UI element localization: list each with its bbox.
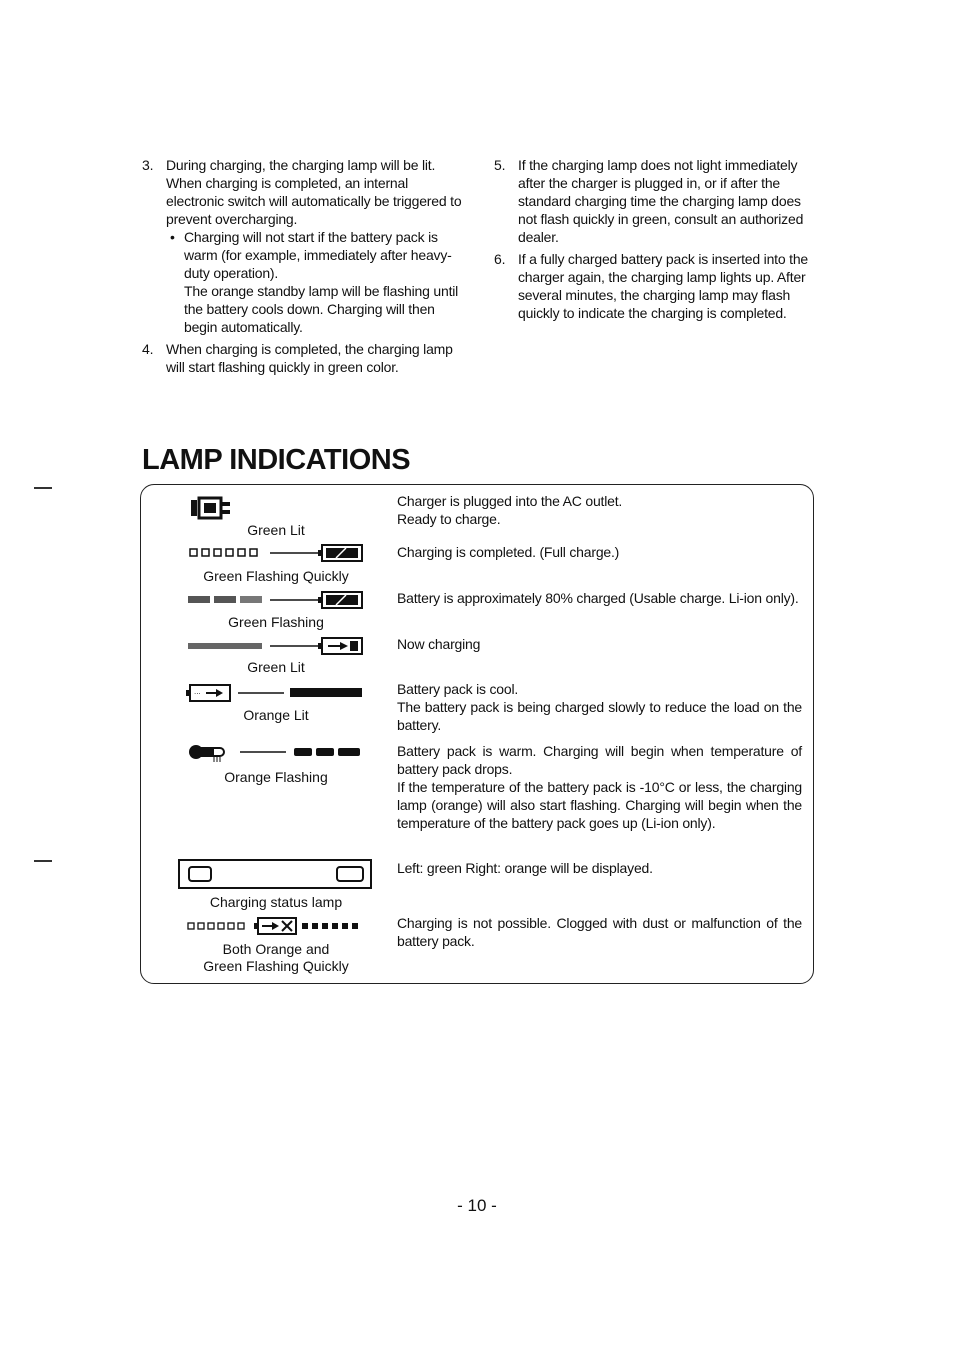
- orange-lit-indicator: [186, 682, 366, 704]
- instructions-right-column: [494, 156, 816, 326]
- item-paragraph: During charging, the charging lamp will be lit.: [166, 157, 436, 173]
- lamp-label: Green Flashing: [228, 614, 324, 630]
- section-title: LAMP INDICATIONS: [142, 444, 411, 476]
- lamp-label: Green Lit: [247, 522, 305, 538]
- lamp-description: Charging is completed. (Full charge.): [397, 544, 620, 560]
- instructions-left-column: [142, 156, 464, 380]
- lamp-description: Battery pack is warm. Charging will begin when temperature of battery pack drops. If the temperature of the battery pack is -10°C or less, the charging lamp (orange) will also start flashing. Charging will begin when the temperature of the battery pack goes up (Li-ion only).: [397, 743, 802, 831]
- lamp-label: Orange Lit: [243, 707, 309, 723]
- lamp-description: Left: green Right: orange will be displayed.: [397, 860, 653, 876]
- status-lamp-panel-icon: [177, 858, 373, 890]
- flash-indicator: [188, 590, 368, 610]
- item-number: 3.: [142, 157, 154, 173]
- margin-mark: [34, 487, 52, 489]
- thermometer-icon: [188, 741, 368, 765]
- bullet-text: Charging will not start if the battery pack is warm (for example, immediately after heavy-duty operation).: [184, 229, 452, 281]
- instruction-item-5: [494, 156, 816, 246]
- lamp-description: Charging is not possible. Clogged with dust or malfunction of the battery pack.: [397, 915, 802, 949]
- item-paragraph: If the charging lamp does not light immediately after the charger is plugged in, or if after the standard charging time the charging lamp does not flash quickly in green, consult an authorized dealer.: [518, 157, 804, 245]
- item-paragraph: When charging is completed, the charging lamp will start flashing quickly in green color.: [166, 341, 453, 375]
- lamp-description: Battery pack is cool. The battery pack is being charged slowly to reduce the load on the battery.: [397, 681, 802, 733]
- bullet-note: [166, 228, 464, 336]
- item-number: 4.: [142, 341, 154, 357]
- page-number: - 10 -: [457, 1196, 497, 1215]
- lamp-label: Green Lit: [247, 659, 305, 675]
- item-paragraph: If a fully charged battery pack is inserted into the charger again, the charging lamp lights up. After several minutes, the charging lamp may flash quickly to indicate the charging is completed.: [518, 251, 808, 321]
- bullet-mark: •: [170, 229, 175, 245]
- lamp-label: Both Orange and Green Flashing Quickly: [203, 941, 349, 974]
- item-number: 5.: [494, 157, 506, 173]
- item-number: 6.: [494, 251, 506, 267]
- margin-mark: [34, 860, 52, 862]
- instruction-item-3: [142, 156, 464, 336]
- instruction-item-4: [142, 340, 464, 376]
- lamp-label: Green Flashing Quickly: [203, 568, 349, 584]
- lamp-description: Battery is approximately 80% charged (Usable charge. Li-ion only).: [397, 590, 799, 606]
- lamp-description: Charger is plugged into the AC outlet. Ready to charge.: [397, 493, 623, 527]
- charging-lit-indicator: [188, 636, 368, 656]
- bullet-text-continued: The orange standby lamp will be flashing until the battery cools down. Charging will then begin automatically.: [184, 283, 459, 335]
- item-paragraph: When charging is completed, an internal electronic switch will automatically be triggered to prevent overcharging.: [166, 175, 462, 227]
- lamp-label: Orange Flashing: [224, 769, 328, 785]
- plug-icon: [190, 496, 234, 520]
- battery-error-icon: [186, 915, 366, 937]
- flash-quick-indicator: [188, 543, 368, 563]
- lamp-description: Now charging: [397, 636, 481, 652]
- lamp-label: Charging status lamp: [209, 894, 343, 910]
- svg-text:···: ···: [194, 690, 201, 698]
- instruction-item-6: [494, 250, 816, 322]
